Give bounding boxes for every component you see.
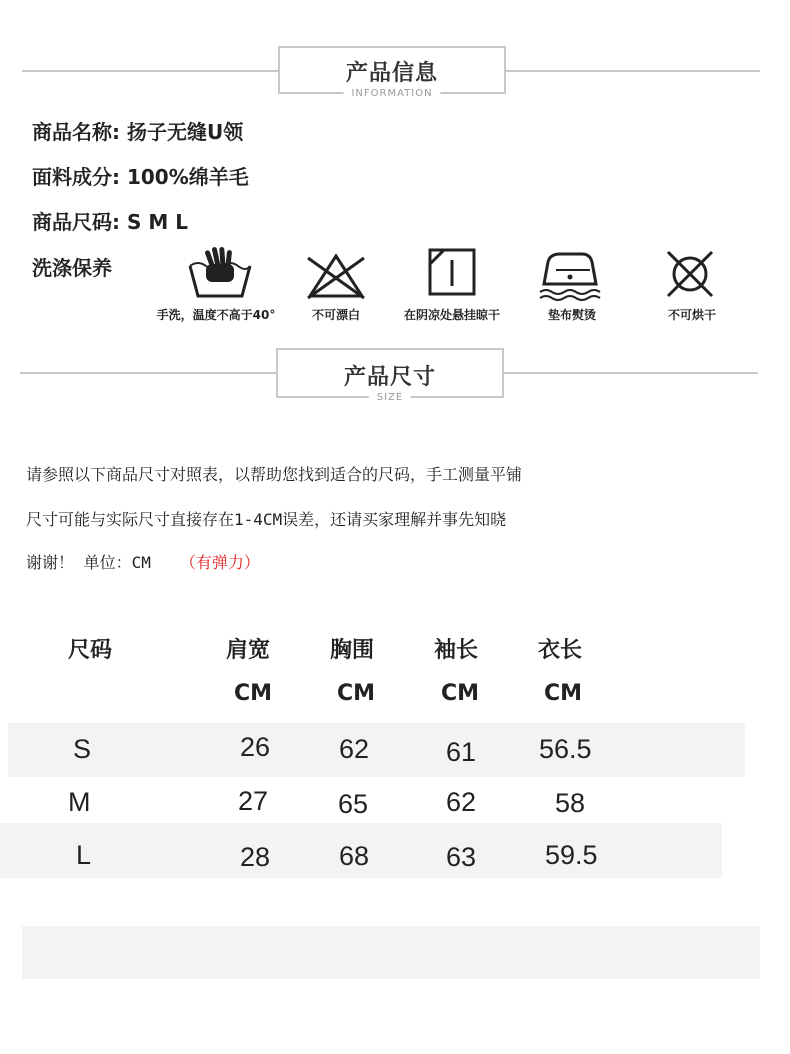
section-header-info: [278, 46, 506, 99]
size-note-line-1: 请参照以下商品尺寸对照表，以帮助您找到适合的尺码，手工测量平铺: [26, 465, 523, 484]
section-title: 产品尺寸: [343, 365, 436, 390]
cell-length-s: 56.5: [539, 734, 592, 764]
section-subtitle: INFORMATION: [343, 88, 440, 99]
care-label-hand-wash: 手洗，温度不高于40°: [156, 308, 276, 322]
cell-size-m: M: [68, 787, 91, 817]
cell-chest-m: 65: [338, 789, 369, 819]
col-header-size: 尺码: [68, 638, 113, 663]
section-divider-right: [504, 372, 758, 374]
table-row-band: [8, 723, 745, 777]
cell-size-l: L: [76, 840, 92, 870]
care-label-shade-dry: 在阴凉处悬挂晾干: [403, 308, 500, 322]
elastic-note: （有弹力）: [179, 553, 260, 572]
section-title: 产品信息: [345, 61, 438, 86]
cell-shoulder-m: 27: [238, 786, 269, 816]
unit-note: 谢谢！ 单位：CM: [26, 553, 151, 572]
care-title: 洗涤保养: [32, 256, 112, 280]
unit-chest: CM: [337, 681, 376, 706]
cell-shoulder-l: 28: [240, 842, 271, 872]
cell-sleeve-s: 61: [446, 737, 477, 767]
col-header-sleeve: 袖长: [434, 638, 479, 663]
bottom-band: [22, 926, 760, 979]
product-sizes: 商品尺码: S M L: [32, 210, 188, 234]
care-label-iron: 垫布熨烫: [547, 308, 596, 322]
cell-sleeve-l: 63: [446, 842, 477, 872]
size-note-line-2: 尺寸可能与实际尺寸直接存在1-4CM误差，还请买家理解并事先知晓: [26, 510, 507, 529]
cell-sleeve-m: 62: [446, 787, 477, 817]
fabric-composition: 面料成分: 100%绵羊毛: [32, 165, 249, 189]
col-header-chest: 胸围: [330, 638, 375, 663]
cell-length-l: 59.5: [545, 840, 598, 870]
col-header-shoulder: 肩宽: [226, 638, 271, 663]
no-tumble-dry-icon: [654, 244, 726, 304]
cell-shoulder-s: 26: [240, 732, 271, 762]
unit-length: CM: [544, 681, 583, 706]
section-divider-left: [22, 70, 278, 72]
product-name: 商品名称: 扬子无缝U领: [32, 120, 244, 144]
section-header-size: [276, 348, 504, 403]
cell-length-m: 58: [555, 788, 586, 818]
cell-chest-s: 62: [339, 734, 370, 764]
unit-sleeve: CM: [441, 681, 480, 706]
col-header-length: 衣长: [538, 638, 583, 663]
section-divider-left: [20, 372, 276, 374]
section-subtitle: SIZE: [369, 392, 411, 403]
care-label-no-bleach: 不可漂白: [311, 308, 360, 322]
cell-chest-l: 68: [339, 841, 370, 871]
size-note-line-3: [26, 550, 260, 573]
unit-shoulder: CM: [234, 681, 273, 706]
section-divider-right: [506, 70, 760, 72]
hand-wash-icon: [184, 244, 256, 304]
no-bleach-icon: [300, 244, 372, 304]
care-label-no-tumble-dry: 不可烘干: [667, 308, 716, 322]
shade-dry-icon: [416, 244, 488, 304]
iron-with-cloth-icon: [534, 244, 606, 304]
cell-size-s: S: [73, 734, 92, 764]
